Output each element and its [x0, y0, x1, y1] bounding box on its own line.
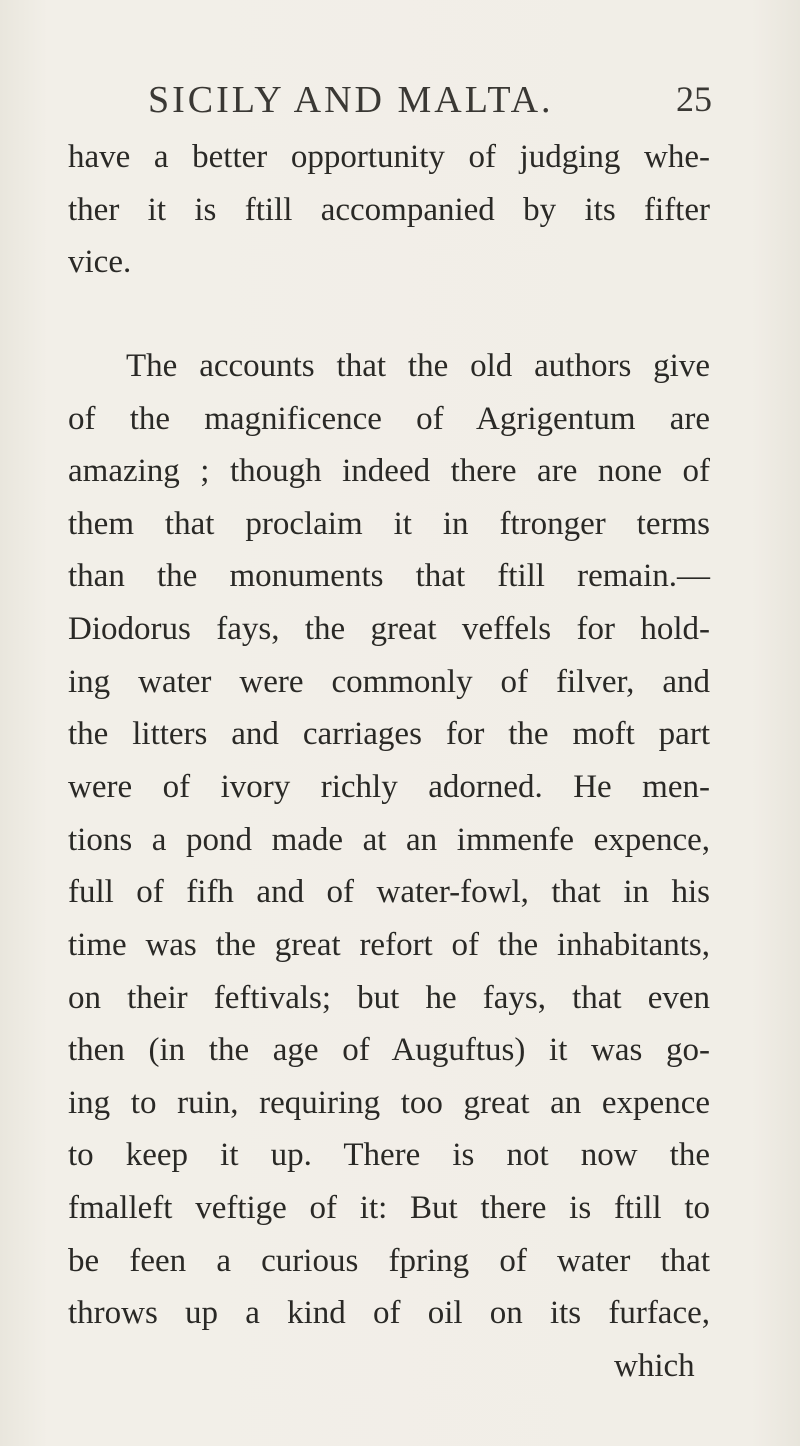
text-line-14: full of fifh and of water-fowl, that in his	[68, 874, 710, 910]
text-line-7: them that proclaim it in ftronger terms	[68, 506, 710, 542]
catchword: which	[614, 1348, 695, 1384]
text-line-15: time was the great refort of the inhabitants,	[68, 927, 710, 963]
text-line-2: ther it is ftill accompanied by its fifter	[68, 192, 710, 228]
text-line-11: the litters and carriages for the moft part	[68, 716, 710, 752]
text-line-8: than the monuments that ftill remain.—	[68, 558, 710, 594]
text-line-3: vice.	[68, 244, 132, 280]
text-line-5: of the magnificence of Agrigentum are	[68, 401, 710, 437]
text-line-22: throws up a kind of oil on its furface,	[68, 1295, 710, 1331]
text-line-1: have a better opportunity of judging whe-	[68, 139, 710, 175]
text-line-21: be feen a curious fpring of water that	[68, 1243, 710, 1279]
text-line-20: fmalleft veftige of it: But there is ftill to	[68, 1190, 710, 1226]
text-line-19: to keep it up. There is not now the	[68, 1137, 710, 1173]
running-head-title: SICILY AND MALTA.	[148, 79, 554, 121]
text-line-9: Diodorus fays, the great veffels for hold-	[68, 611, 710, 647]
text-line-17: then (in the age of Auguftus) it was go-	[68, 1032, 710, 1068]
text-line-16: on their feftivals; but he fays, that even	[68, 980, 710, 1016]
text-line-12: were of ivory richly adorned. He men-	[68, 769, 710, 805]
text-line-6: amazing ; though indeed there are none of	[68, 453, 710, 489]
text-line-4: The accounts that the old authors give	[126, 348, 710, 384]
text-line-13: tions a pond made at an immenfe expence,	[68, 822, 710, 858]
text-line-18: ing to ruin, requiring too great an expence	[68, 1085, 710, 1121]
page-number: 25	[676, 79, 712, 119]
text-line-10: ing water were commonly of filver, and	[68, 664, 710, 700]
